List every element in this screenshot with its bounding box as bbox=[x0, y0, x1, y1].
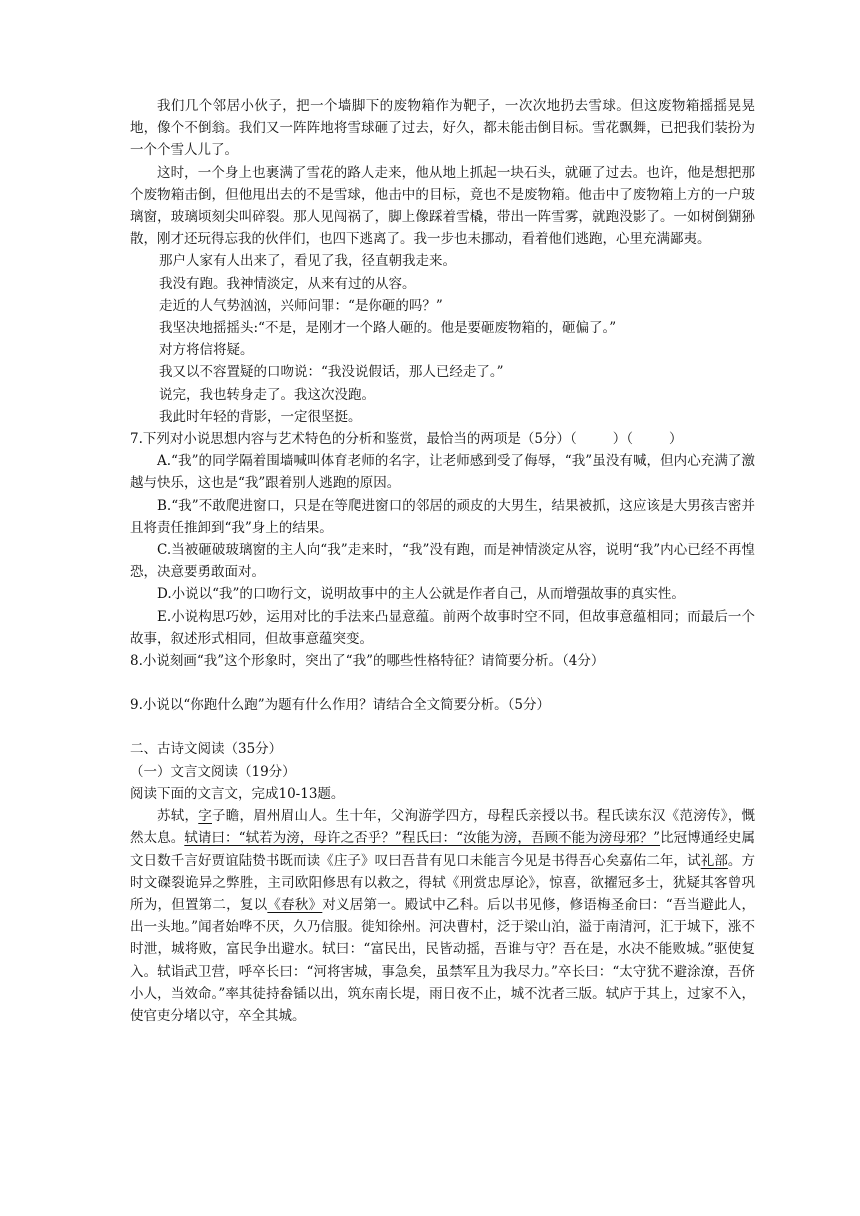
question-7-stem: 7.下列对小说思想内容与艺术特色的分析和鉴赏，最恰当的两项是（5分）（ ）（ ） bbox=[130, 431, 683, 448]
story-paragraph-9: 说完，我也转身走了。我这次没跑。 bbox=[159, 386, 375, 403]
story-paragraph-3: 那户人家有人出来了，看见了我，径直朝我走来。 bbox=[159, 253, 456, 270]
question-7-option-e: E.小说构思巧妙，运用对比的手法来凸显意蕴。前两个故事时空不同，但故事意蕴相同；而最后一个故事，叙述形式相同，但故事意蕴突变。 bbox=[130, 608, 755, 647]
answer-space-9 bbox=[130, 716, 755, 738]
story-paragraph-10: 我此时年轻的背影，一定很坚挺。 bbox=[159, 408, 362, 425]
question-9: 9.小说以“你跑什么跑”为题有什么作用？请结合全文简要分析。（5分） bbox=[130, 697, 551, 714]
section-2-subheading: （一）文言文阅读（19分） bbox=[130, 763, 296, 780]
story-paragraph-4: 我没有跑。我神情淡定，从来有过的从容。 bbox=[159, 275, 416, 292]
classical-passage: 苏轼，字子瞻，眉州眉山人。生十年，父洵游学四方，母程氏亲授以书。程氏读东汉《范滂传》，慨然太息。轼请曰：“轼若为滂，母许之否乎？”程氏曰：“汝能为滂，吾顾不能为滂母邪？”比冠博通经史属文日数千言好贾谊陆贽书既而读《庄子》叹曰吾昔有见口未能言今见是书得吾心矣嘉佑二年，试礼部。方时文磔裂诡异之弊胜，主司欧阳修思有以救之，得轼《刑赏忠厚论》，惊喜，欲擢冠多士，犹疑其客曾巩所为，但置第二，复以《春秋》对义居第一。殿试中乙科。后以书见修，修语梅圣俞曰：“吾当避此人，出一头地。”闻者始哗不厌，久乃信服。徙知徐州。河决曹村，泛于梁山泊，溢于南清河，汇于城下，涨不时泄，城将败，富民争出避水。轼曰：“富民出，民皆动摇，吾谁与守？吾在是，水决不能败城。”驱使复入。轼诣武卫营，呼卒长曰：“河将害城，事急矣，虽禁军且为我尽力。”卒长曰：“太守犹不避涂潦，吾侪小人，当效命。”率其徒持畚锸以出，筑东南长堤，雨日夜不止，城不沈者三版。轼庐于其上，过家不入，使官吏分堵以守，卒全其城。 bbox=[130, 808, 756, 1024]
question-7-option-a: A.“我”的同学隔着围墙喊叫体育老师的名字，让老师感到受了侮辱，“我”虽没有喊，但内心充满了激越与快乐，这也是“我”跟着别人逃跑的原因。 bbox=[130, 453, 755, 492]
underlined-term-zi: 字 bbox=[198, 808, 212, 825]
underlined-term-libu: 礼部 bbox=[700, 852, 728, 869]
document-page bbox=[130, 95, 755, 1027]
story-paragraph-1: 我们几个邻居小伙子，把一个墙脚下的废物箱作为靶子，一次次地扔去雪球。但这废物箱摇摇晃晃地，像个不倒翁。我们又一阵阵地将雪球砸了过去，好久，都未能击倒目标。雪花飘舞，已把我们装扮为一个个雪人儿了。 bbox=[130, 98, 755, 159]
story-paragraph-7: 对方将信将疑。 bbox=[159, 342, 254, 359]
story-paragraph-2: 这时，一个身上也裹满了雪花的路人走来，他从地上抓起一块石头，就砸了过去。也许，他是想把那个废物箱击倒，但他甩出去的不是雪球，他击中的目标，竟也不是废物箱。他击中了废物箱上方的一户玻璃窗，玻璃顷刻尖叫碎裂。那人见闯祸了，脚上像踩着雪橇，带出一阵雪雾，就跑没影了。一如树倒猢狲散，刚才还玩得忘我的伙伴们，也四下逃离了。我一步也未挪动，看着他们逃跑，心里充满鄙夷。 bbox=[130, 164, 755, 248]
underlined-term-chunqiu: 《春秋》 bbox=[267, 896, 323, 913]
story-paragraph-8: 我又以不容置疑的口吻说：“我没说假话，那人已经走了。” bbox=[159, 364, 504, 381]
story-paragraph-5: 走近的人气势汹汹，兴师问罪：“是你砸的吗？” bbox=[159, 297, 443, 314]
underlined-sentence: 轼请曰：“轼若为滂，母许之否乎？”程氏曰：“汝能为滂，吾顾不能为滂母邪？” bbox=[184, 830, 660, 847]
question-8: 8.小说刻画“我”这个形象时，突出了“我”的哪些性格特征？请简要分析。（4分） bbox=[130, 653, 605, 670]
question-7-option-d: D.小说以“我”的口吻行文，说明故事中的主人公就是作者自己，从而增强故事的真实性。 bbox=[157, 586, 685, 603]
question-7-option-c: C.当被砸破玻璃窗的主人向“我”走来时，“我”没有跑，而是神情淡定从容，说明“我”内心已经不再惶恐，决意要勇敢面对。 bbox=[130, 542, 755, 581]
answer-space-8 bbox=[130, 672, 755, 694]
section-2-heading: 二、古诗文阅读（35分） bbox=[130, 741, 283, 758]
reading-instruction: 阅读下面的文言文，完成10-13题。 bbox=[130, 785, 345, 802]
question-7-option-b: B.“我”不敢爬进窗口，只是在等爬进窗口的邻居的顽皮的大男生，结果被抓，这应该是大男孩吉密并且将责任推卸到“我”身上的结果。 bbox=[130, 497, 755, 536]
story-paragraph-6: 我坚决地摇摇头:“不是，是刚才一个路人砸的。他是要砸废物箱的，砸偏了。” bbox=[159, 320, 617, 337]
